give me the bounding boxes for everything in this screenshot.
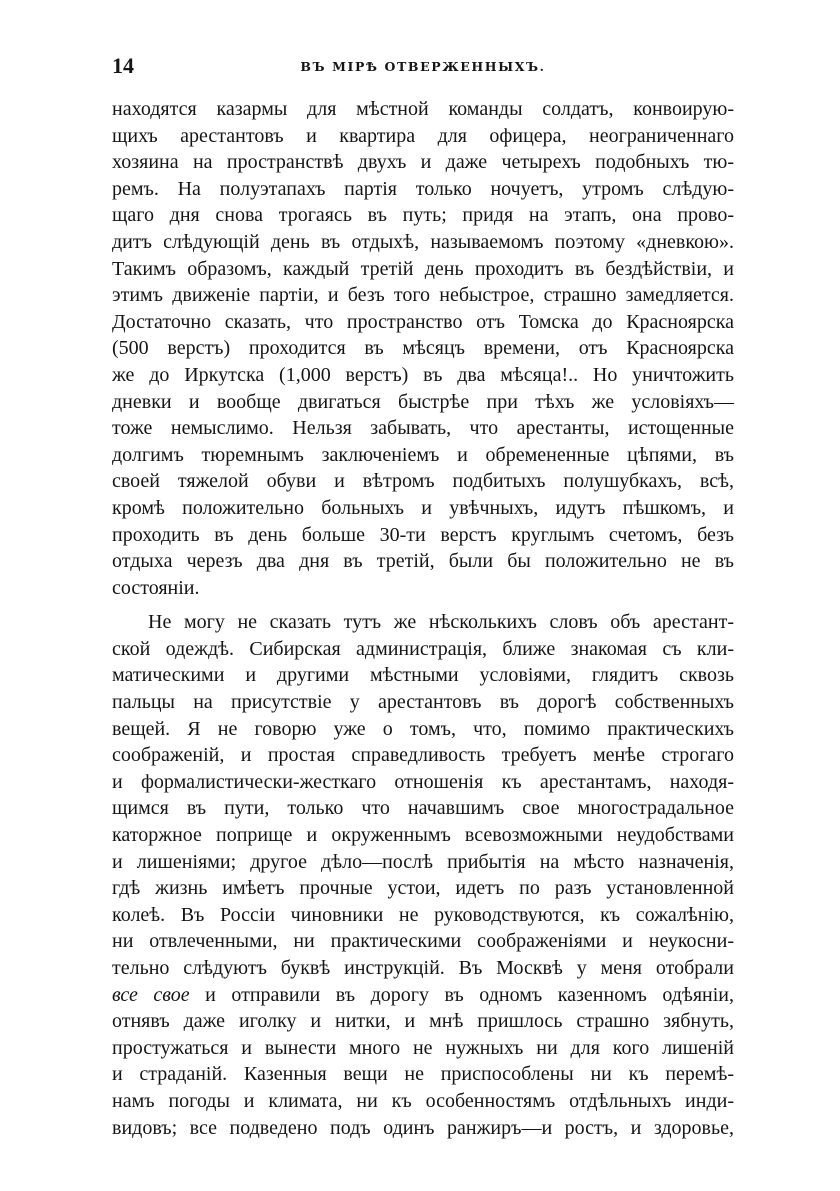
paragraph-2: [112, 609, 734, 1141]
text-line: щихъ арестантовъ и квартира для офицера, неограниченнаго: [112, 124, 734, 147]
text-line: гдѣ жизнь имѣетъ прочные устои, идетъ по разъ установленной: [112, 877, 734, 900]
text-line: видовъ; все подведено подъ одинъ ранжиръ—и ростъ, и здоровье,: [112, 1116, 734, 1139]
text-line: дневки и вообще двигаться быстрѣе при тѣхъ же условіяхъ—: [112, 390, 734, 413]
text-line: ской одеждѣ. Сибирская администрація, ближе знакомая съ кли-: [112, 637, 734, 660]
text-line: (500 верстъ) проходится въ мѣсяцъ времени, отъ Красноярска: [112, 337, 734, 360]
text-line: находятся казармы для мѣстной команды солдатъ, конвоирую-: [112, 98, 734, 120]
page-number: 14: [112, 53, 134, 78]
text-line: этимъ движеніе партіи, и безъ того небыстрое, страшно замедляется.: [112, 284, 734, 307]
text-line: дитъ слѣдующій день въ отдыхѣ, называемомъ поэтому «дневкою».: [112, 230, 734, 253]
text-line: же до Иркутска (1,000 верстъ) въ два мѣсяца!.. Но уничтожить: [112, 363, 734, 386]
text-line: отдыха черезъ два дня въ третій, были бы положительно не въ: [112, 550, 734, 573]
text-line: состояніи.: [112, 576, 200, 599]
text-line: и формалистически-жесткаго отношенія къ арестантамъ, находя-: [112, 770, 734, 793]
text-line: хозяина на пространствѣ двухъ и даже четырехъ подобныхъ тю-: [112, 151, 734, 174]
text-line: пальцы на присутствіе у арестантовъ въ дорогѣ собственныхъ: [112, 691, 734, 714]
text-line: тоже немыслимо. Нельзя забывать, что арестанты, истощенные: [112, 417, 734, 440]
text-line: Такимъ образомъ, каждый третій день проходитъ въ бездѣйствіи, и: [112, 257, 734, 280]
text-line: каторжное поприще и окруженнымъ всевозможными неудобствами: [112, 824, 734, 847]
paragraph-1: [112, 96, 734, 601]
text-line: щаго дня снова трогаясь въ путь; придя на этапъ, она прово-: [112, 204, 734, 227]
text-line: простужаться и вынести много не нужныхъ ни для кого лишеній: [112, 1036, 734, 1059]
text-line: Не могу не сказать тутъ же нѣсколькихъ словъ объ арестант-: [148, 611, 734, 634]
text-line: кромѣ положительно больныхъ и увѣчныхъ, идутъ пѣшкомъ, и: [112, 496, 734, 519]
running-title: ВЪ МІРѢ ОТВЕРЖЕННЫХЪ.: [300, 59, 546, 74]
text-line: колеѣ. Въ Россіи чиновники не руководствуются, къ сожалѣнію,: [112, 903, 734, 926]
paragraph-spacer: [112, 601, 734, 609]
text-line-with-italic: все свое и отправили въ дорогу въ одномъ казенномъ одѣяніи,: [112, 983, 734, 1006]
text-line: своей тяжелой обуви и вѣтромъ подбитыхъ полушубкахъ, всѣ,: [112, 470, 734, 493]
text-line: ни отвлеченными, ни практическими соображеніями и неукосни-: [112, 930, 734, 953]
page-header: [112, 53, 734, 83]
text-line: Достаточно сказать, что пространство отъ Томска до Красноярска: [112, 310, 734, 333]
text-line: отнявъ даже иголку и нитки, и мнѣ пришлось страшно зябнуть,: [112, 1010, 734, 1033]
italic-emphasis: все свое: [112, 983, 190, 1006]
text-line: соображеній, и простая справедливость требуетъ менѣе строгаго: [112, 744, 734, 767]
text-line: и лишеніями; другое дѣло—послѣ прибытія на мѣсто назначенія,: [112, 850, 734, 873]
text-line: долгимъ тюремнымъ заключеніемъ и обремененные цѣпями, въ: [112, 443, 734, 466]
body-text: [112, 96, 734, 1141]
text-line: и страданій. Казенныя вещи не приспособлены ни къ перемѣ-: [112, 1063, 734, 1086]
text-line: щимся въ пути, только что начавшимъ свое многострадальное: [112, 797, 734, 820]
text-line: тельно слѣдуютъ буквѣ инструкцій. Въ Москвѣ у меня отобрали: [112, 957, 734, 979]
text-line: матическими и другими мѣстными условіями, глядитъ сквозь: [112, 664, 734, 687]
text-line: вещей. Я не говорю уже о томъ, что, помимо практическихъ: [112, 717, 734, 740]
text-line: намъ погоды и климата, ни къ особенностямъ отдѣльныхъ инди-: [112, 1089, 734, 1112]
text-line: проходить въ день больше 30-ти верстъ круглымъ счетомъ, безъ: [112, 523, 734, 546]
text-line: ремъ. На полуэтапахъ партія только ночуетъ, утромъ слѣдую-: [112, 177, 734, 200]
